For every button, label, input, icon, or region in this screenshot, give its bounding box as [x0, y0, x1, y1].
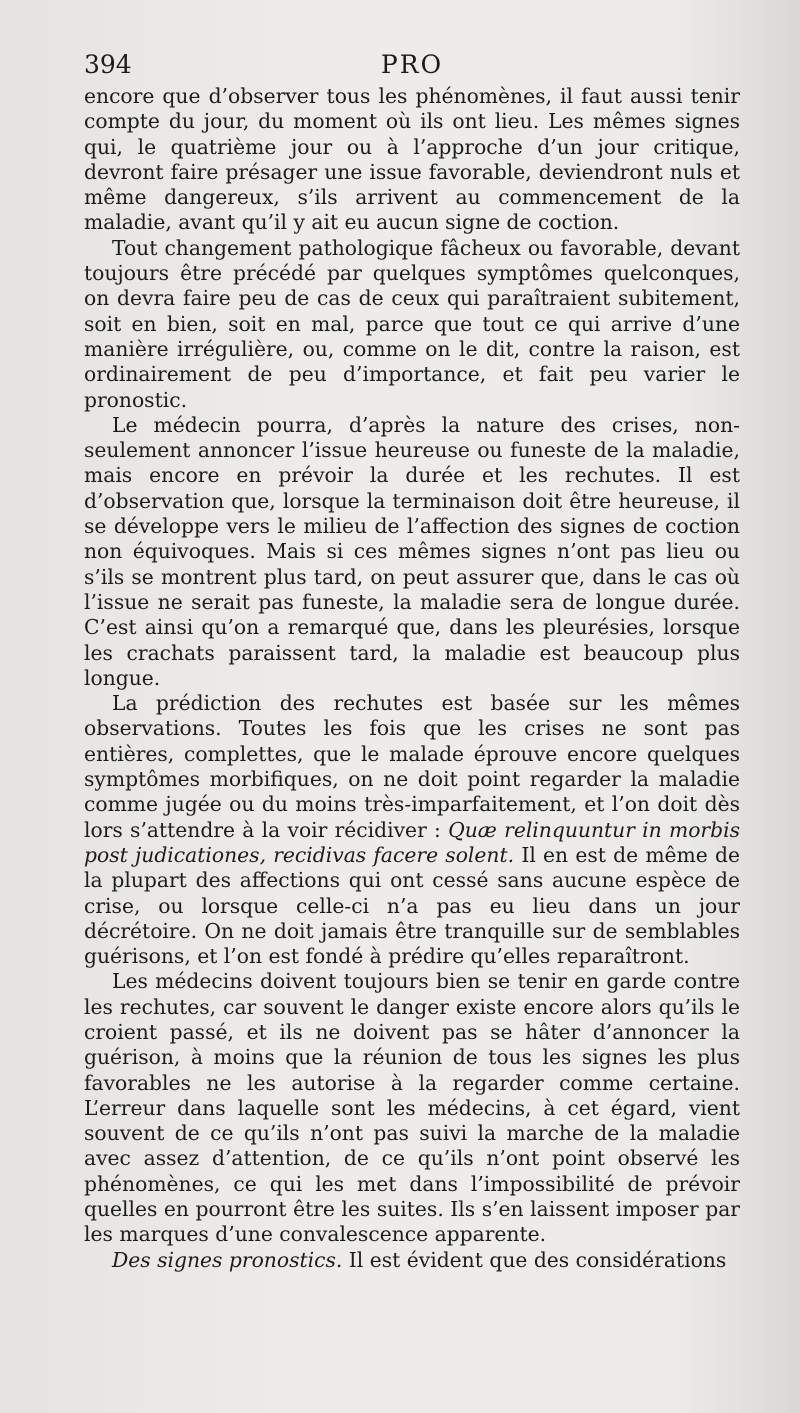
paragraph: encore que d’observer tous les phénomènes, il faut aussi tenir compte du jour, du moment où ils ont lieu. Les mêmes signes qui, le quatrième jour ou à l’approche d’un jour critique, devront faire présager une issue favorable, deviendront nuls et même dangereux, s’ils arrivent au commencement de la maladie, avant qu’il y ait eu aucun signe de coction.	[84, 84, 740, 235]
running-title: PRO	[380, 50, 444, 79]
section-heading: Des signes pronostics.	[112, 1247, 343, 1272]
latin-quotation: Quæ relinquuntur in morbis post judicationes, recidivas facere solent.	[84, 817, 741, 867]
page-header	[84, 50, 740, 82]
paragraph	[84, 691, 740, 969]
paragraph: Tout changement pathologique fâcheux ou favorable, devant toujours être précédé par quelques symptômes quelconques, on devra faire peu de cas de ceux qui paraîtraient subitement, soit en bien, soit en mal, parce que tout ce qui arrive d’une manière irrégulière, ou, comme on le dit, contre la raison, est ordinairement de peu d’importance, et fait peu varier le pronostic.	[84, 235, 740, 412]
paragraph	[84, 1248, 740, 1273]
paragraph-text: Il est évident que des considérations	[342, 1247, 727, 1272]
paragraph: Le médecin pourra, d’après la nature des crises, non-seulement annoncer l’issue heureuse ou funeste de la maladie, mais encore en prévoir la durée et les rechutes. Il est d’observation que, lorsque la terminaison doit être heureuse, il se développe vers le milieu de l’affection des signes de coction non équivoques. Mais si ces mêmes signes n’ont pas lieu ou s’ils se montrent plus tard, on peut assurer que, dans le cas où l’issue ne serait pas funeste, la maladie sera de longue durée. C’est ainsi qu’on a remarqué que, dans les pleurésies, lorsque les crachats paraissent tard, la maladie est beaucoup plus longue.	[84, 412, 740, 690]
paragraph-text: Il en est de même de la plupart des affections qui ont cessé sans aucune espèce de crise, ou lorsque celle-ci n’a pas eu lieu dans un jour décrétoire. On ne doit jamais être tranquille sur de semblables guérisons, et l’on est fondé à prédire qu’elles reparaîtront.	[84, 842, 741, 969]
paragraph: Les médecins doivent toujours bien se tenir en garde contre les rechutes, car souvent le danger existe encore alors qu’ils le croient passé, et ils ne doivent pas se hâter d’annoncer la guérison, à moins que la réunion de tous les signes les plus favorables ne les autorise à la regarder comme certaine. L’erreur dans laquelle sont les médecins, à cet égard, vient souvent de ce qu’ils n’ont pas suivi la marche de la maladie avec assez d’attention, de ce qu’ils n’ont point observé les phénomènes, ce qui les met dans l’impossibilité de prévoir quelles en pourront être les suites. Ils s’en laissent imposer par les marques d’une convalescence apparente.	[84, 969, 740, 1247]
body-text	[84, 84, 740, 1273]
page-number: 394	[84, 50, 132, 79]
paragraph-text: La prédiction des rechutes est basée sur les mêmes observations. Toutes les fois que les crises ne sont pas entières, complettes, que le malade éprouve encore quelques symptômes morbifiques, on ne doit point regarder la maladie comme jugée ou du moins très-imparfaitement, et l’on doit dès lors s’attendre à la voir récidiver :	[84, 691, 740, 842]
